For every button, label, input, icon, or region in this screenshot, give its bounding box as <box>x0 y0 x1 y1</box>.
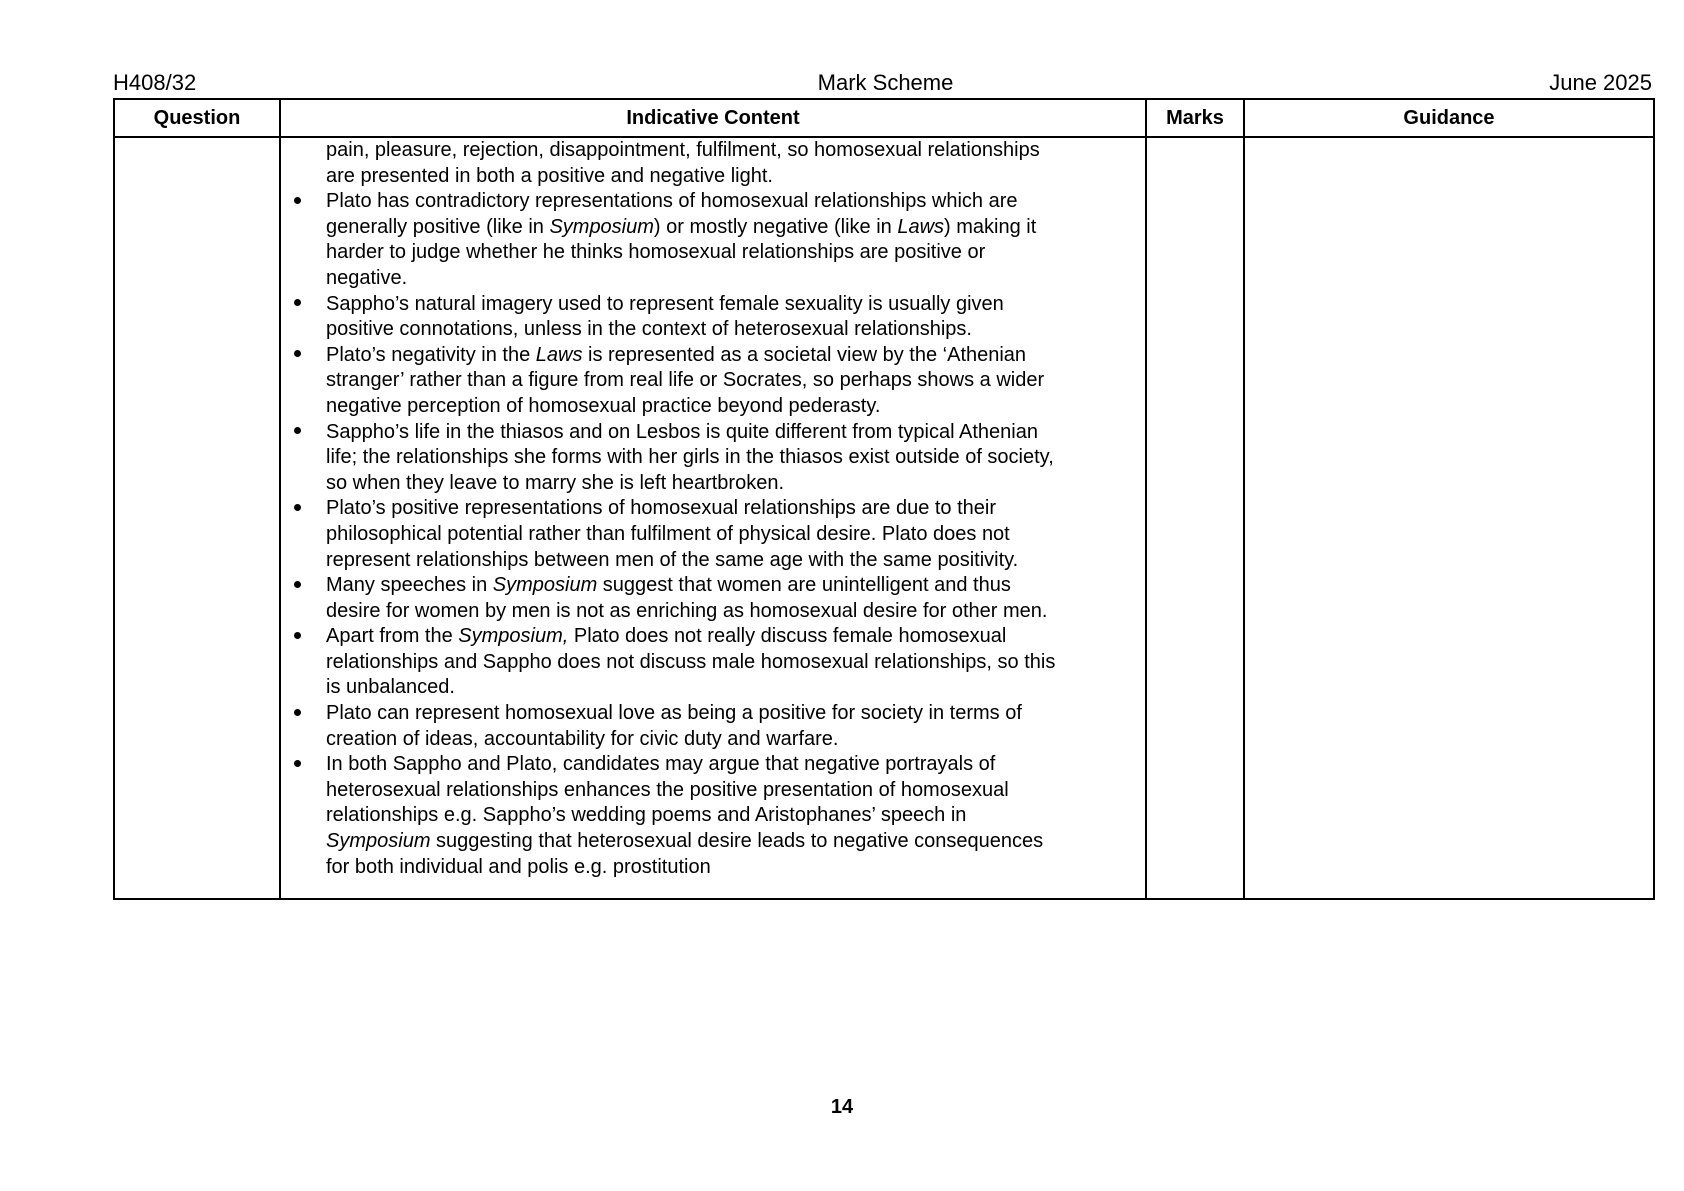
indicative-content-list <box>281 138 1145 880</box>
text-line <box>326 138 1145 164</box>
text-line <box>326 752 1145 778</box>
italic-title: Symposium <box>326 830 431 853</box>
text-segment: suggesting that heterosexual desire leads to negative consequences <box>430 830 1044 853</box>
text-segment: harder to judge whether he thinks homosexual relationships are positive or <box>326 241 986 264</box>
text-segment: suggest that women are unintelligent and thus <box>597 574 1011 597</box>
bullet-icon <box>292 701 302 727</box>
text-segment: ) making it <box>944 215 1037 238</box>
text-line <box>326 650 1145 676</box>
text-segment: Plato has contradictory representations of homosexual relationships which are <box>326 190 1018 213</box>
list-item <box>281 189 1145 291</box>
italic-title: Symposium <box>549 215 654 238</box>
text-segment: In both Sappho and Plato, candidates may argue that negative portrayals of <box>326 753 996 776</box>
bullet-icon <box>292 496 302 522</box>
text-segment: so when they leave to marry she is left heartbroken. <box>326 471 785 494</box>
list-item <box>281 420 1145 497</box>
text-line <box>326 701 1145 727</box>
list-item <box>281 292 1145 343</box>
list-item <box>281 496 1145 573</box>
list-item <box>281 624 1145 701</box>
text-line <box>326 803 1145 829</box>
text-line <box>326 599 1145 625</box>
italic-title: Symposium <box>492 574 598 597</box>
text-segment: Plato can represent homosexual love as being a positive for society in terms of <box>326 702 1022 725</box>
bullet-icon <box>292 420 302 446</box>
bullet-icon <box>292 624 302 650</box>
text-segment: is unbalanced. <box>326 676 455 699</box>
text-line <box>326 573 1145 599</box>
column-header-question: Question <box>114 99 280 137</box>
text-segment: Plato does not really discuss female homosexual <box>568 625 1007 648</box>
bullet-icon <box>292 752 302 778</box>
text-segment: relationships e.g. Sappho’s wedding poems and Aristophanes’ speech in <box>326 804 967 827</box>
text-line <box>326 368 1145 394</box>
text-segment: relationships and Sappho does not discuss male homosexual relationships, so this <box>326 650 1056 673</box>
text-line <box>326 522 1145 548</box>
text-segment: philosophical potential rather than fulfilment of physical desire. Plato does not <box>326 522 1010 545</box>
text-segment: Plato’s positive representations of homosexual relationships are due to their <box>326 497 997 520</box>
page-number: 14 <box>830 1096 854 1118</box>
list-item <box>281 701 1145 752</box>
bullet-icon <box>292 292 302 318</box>
text-line <box>326 266 1145 292</box>
text-segment: heterosexual relationships enhances the positive presentation of homosexual <box>326 778 1009 801</box>
marks-cell <box>1146 137 1244 899</box>
italic-title: Laws <box>535 343 583 366</box>
text-line <box>326 394 1145 420</box>
text-line <box>326 855 1145 881</box>
list-item <box>281 138 1145 189</box>
text-line <box>326 189 1145 215</box>
text-segment: stranger’ rather than a figure from real life or Socrates, so perhaps shows a wider <box>326 369 1045 392</box>
exam-date: June 2025 <box>1549 70 1652 95</box>
column-header-guidance: Guidance <box>1244 99 1654 137</box>
table-header-row <box>114 99 1654 137</box>
text-line <box>326 624 1145 650</box>
text-line <box>326 675 1145 701</box>
text-line <box>326 471 1145 497</box>
text-segment: for both individual and polis e.g. prostitution <box>326 855 711 878</box>
text-segment: positive connotations, unless in the context of heterosexual relationships. <box>326 318 972 341</box>
text-line <box>326 445 1145 471</box>
bullet-icon <box>292 189 302 215</box>
text-segment: ) or mostly negative (like in <box>653 215 898 238</box>
text-segment: life; the relationships she forms with her girls in the thiasos exist outside of society, <box>326 446 1054 469</box>
text-segment: pain, pleasure, rejection, disappointment, fulfilment, so homosexual relationships <box>326 139 1040 161</box>
text-segment: negative perception of homosexual practice beyond pederasty. <box>326 394 881 417</box>
text-line <box>326 778 1145 804</box>
text-segment: creation of ideas, accountability for civic duty and warfare. <box>326 727 839 750</box>
indicative-content-cell <box>280 137 1146 899</box>
text-segment: negative. <box>326 266 408 289</box>
text-segment: Many speeches in <box>326 574 493 597</box>
text-line <box>326 829 1145 855</box>
list-item <box>281 343 1145 420</box>
text-segment: Plato’s negativity in the <box>326 343 536 366</box>
text-segment: Apart from the <box>326 625 459 648</box>
document-title: Mark Scheme <box>817 70 954 95</box>
list-item <box>281 573 1145 624</box>
text-segment: represent relationships between men of the same age with the same positivity. <box>326 548 1019 571</box>
text-line <box>326 215 1145 241</box>
text-segment: are presented in both a positive and negative light. <box>326 164 773 187</box>
table-row <box>114 137 1654 899</box>
text-line <box>326 240 1145 266</box>
running-header <box>113 70 1652 96</box>
text-segment: is represented as a societal view by the ‘Athenian <box>582 343 1027 366</box>
text-line <box>326 727 1145 753</box>
bullet-icon <box>292 573 302 599</box>
text-segment: Sappho’s natural imagery used to represent female sexuality is usually given <box>326 292 1004 315</box>
italic-title: Laws <box>897 215 945 238</box>
text-line <box>326 164 1145 190</box>
question-cell <box>114 137 280 899</box>
column-header-marks: Marks <box>1146 99 1244 137</box>
text-line <box>326 548 1145 574</box>
text-line <box>326 420 1145 446</box>
list-item <box>281 752 1145 880</box>
text-segment: desire for women by men is not as enriching as homosexual desire for other men. <box>326 599 1048 622</box>
text-line <box>326 317 1145 343</box>
italic-title: Symposium, <box>458 625 569 648</box>
text-line <box>326 496 1145 522</box>
text-line <box>326 343 1145 369</box>
paper-code: H408/32 <box>113 70 197 95</box>
text-segment: Sappho’s life in the thiasos and on Lesbos is quite different from typical Athenian <box>326 420 1038 443</box>
column-header-indicative-content: Indicative Content <box>280 99 1146 137</box>
bullet-icon <box>292 343 302 369</box>
mark-scheme-table <box>113 98 1655 900</box>
guidance-cell <box>1244 137 1654 899</box>
text-line <box>326 292 1145 318</box>
text-segment: generally positive (like in <box>326 215 550 238</box>
